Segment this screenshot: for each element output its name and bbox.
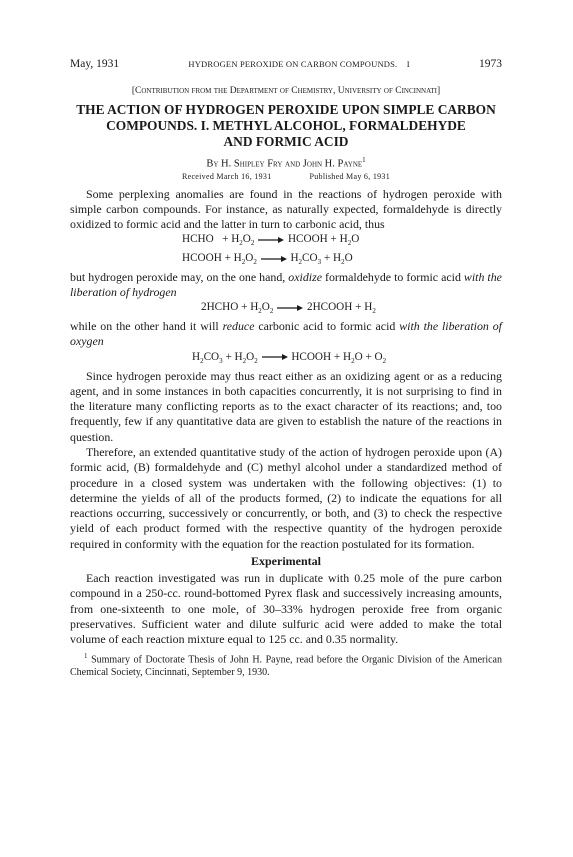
running-head (70, 58, 502, 70)
paragraph-conflicting-reports: Since hydrogen peroxide may thus react either as an oxidizing agent or as a reducing agent, and in some instances in both capacities concurrently, it is not surprising to find in the literature many conflicting reports as to the exact character of its reactions; and, too frequently, few if any quantitative data are given to establish the nature of the reactions in question. (70, 368, 502, 444)
reaction-arrow-icon (257, 236, 285, 244)
received-date: Received March 16, 1931 (181, 171, 272, 181)
running-title: HYDROGEN PEROXIDE ON CARBON COMPOUNDS. I (188, 59, 410, 69)
equation-block-1 (70, 232, 502, 269)
paragraph-experimental: Each reaction investigated was run in duplicate with 0.25 mole of the pure carbon compound in a 250-cc. round-bottomed Pyrex flask and successively increasing amounts, from one-sixteenth to one mole, of 30–33% hydrogen peroxide free from organic preservatives. Sufficient water and dilute sulfuric acid were added to make the total volume of each reaction mixture equal to 125 cc. and 0.35 normality. (70, 571, 502, 647)
footnote-marker: 1 (362, 156, 366, 164)
section-heading-experimental: Experimental (251, 554, 321, 569)
issue-date: May, 1931 (70, 58, 120, 70)
article-page (70, 58, 502, 679)
equation-1: HCHO + $H_2O_2$ HCOOH + $H_2O$ (182, 233, 360, 248)
contribution-line: [Contribution from the Department of Chemistry, University of Cincinnati] (131, 86, 441, 96)
footnote-number: 1 (84, 651, 88, 660)
reaction-arrow-icon (260, 255, 288, 263)
footnote: $^1$ Summary of Doctorate Thesis of John H. Payne, read before the Organic Division of the American Chemical Society, Cincinnati, September 9, 1930. (70, 651, 502, 678)
page-number: 1973 (479, 58, 502, 70)
dates-line (70, 172, 502, 181)
paragraph-oxidize: but hydrogen peroxide may, on the one hand, oxidize formaldehyde to formic acid with the liberation of hydrogen (70, 269, 502, 300)
byline: By H. Shipley Fry and John H. Payne$^1$ (206, 156, 366, 170)
published-date: Published May 6, 1931 (309, 171, 391, 181)
equation-4: $H_2CO_3 + H_2O_2$ HCOOH + $H_2O + O_2$ (192, 350, 387, 366)
paragraph-intro: Some perplexing anomalies are found in the reactions of hydrogen peroxide with simple carbon compounds. For instance, as naturally expected, formaldehyde is directly oxidized to formic acid and the latter in turn to carbonic acid, thus (70, 186, 502, 232)
reaction-arrow-icon (276, 304, 304, 312)
equation-3: 2HCHO + $H_2O_2$ 2HCOOH + $H_2$ (201, 301, 376, 316)
paragraph-objectives: Therefore, an extended quantitative study of the action of hydrogen peroxide upon (A) formic acid, (B) formaldehyde and (C) methyl alcohol under a standardized method of procedure in a closed system was undertaken with the following objectives: (1) to determine the yields of all of the products formed, (2) to indicate the equations for all reactions occurring, successively or concurrently, or both, and (3) to check the respective yield of each product formed with the respective quantity of the hydrogen peroxide required in conformity with the equation for the reaction postulated for its formation. (70, 445, 502, 551)
reaction-arrow-icon (261, 353, 289, 361)
article-title: THE ACTION OF HYDROGEN PEROXIDE UPON SIMPLE CARBON COMPOUNDS. I. METHYL ALCOHOL, FORMALDEHYDE AND FORMIC ACID (76, 102, 496, 149)
paragraph-reduce: while on the other hand it will reduce carbonic acid to formic acid with the liberation of oxygen (70, 319, 502, 349)
equation-2: HCOOH + $H_2O_2$ $H_2CO_3 + H_2O$ (182, 252, 353, 267)
